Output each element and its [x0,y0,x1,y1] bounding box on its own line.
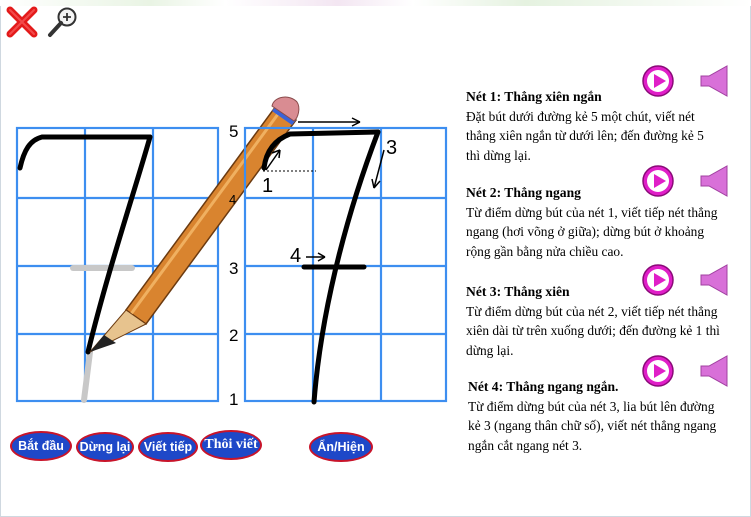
step-3 [466,282,721,360]
stop-button[interactable] [76,432,134,462]
row-label-5: 5 [229,122,239,141]
row-label-1: 1 [229,390,239,409]
play-icon[interactable] [641,354,675,388]
row-label-2: 2 [229,326,239,345]
stroke-marker-4: 4 [290,245,302,267]
toggle-visibility-button[interactable] [309,432,373,462]
stroke-marker-1: 1 [262,175,274,197]
quit-button[interactable] [200,430,262,460]
speaker-icon[interactable] [697,164,731,198]
step-1 [466,87,721,165]
step-4-body: Từ điểm dừng bút của nét 3, lia bút lên đường kẻ 3 (ngang thân chữ số), viết nét thẳng ngang ngắn cắt ngang nét 3. [468,398,717,453]
quit-button-label: Thôi viết [204,437,258,452]
step-2-title: Nét 2: Thẳng ngang [466,185,581,200]
step-1-body: Đặt bút dưới đường kẻ 5 một chút, viết nét thẳng xiên ngắn từ dưới lên; đến đường kẻ 5 thì dừng lại. [466,108,704,163]
continue-button[interactable] [138,432,198,462]
stroke-marker-3: 3 [386,137,398,159]
step-3-title: Nét 3: Thẳng xiên [466,284,570,299]
speaker-icon[interactable] [697,64,731,98]
toggle-button-label: Ẩn/Hiện [317,440,365,454]
play-icon[interactable] [641,164,675,198]
step-4-title: Nét 4: Thẳng ngang ngắn. [468,379,619,394]
speaker-icon[interactable] [697,354,731,388]
step-1-title: Nét 1: Thẳng xiên ngắn [466,89,602,104]
step-2-body: Từ điểm dừng bút của nét 1, viết tiếp nét thẳng ngang (hơi võng ở giữa); dừng bút ở khoảng rộng gần bằng nửa chiều cao. [466,204,718,259]
play-icon[interactable] [641,64,675,98]
step-4 [468,377,723,455]
row-label-3: 3 [229,259,239,278]
stop-button-label: Dừng lại [79,440,131,454]
row-label-4: 4 [229,192,237,207]
step-3-body: Từ điểm dừng bút của nét 2, viết tiếp nét thẳng xiên dài từ trên xuống dưới; đến đường kẻ 1 thì dừng lại. [466,303,720,358]
speaker-icon[interactable] [697,263,731,297]
step-2 [466,183,721,261]
start-button-label: Bắt đầu [18,439,64,453]
play-icon[interactable] [641,263,675,297]
continue-button-label: Viết tiếp [143,440,193,454]
start-button[interactable] [10,431,72,461]
